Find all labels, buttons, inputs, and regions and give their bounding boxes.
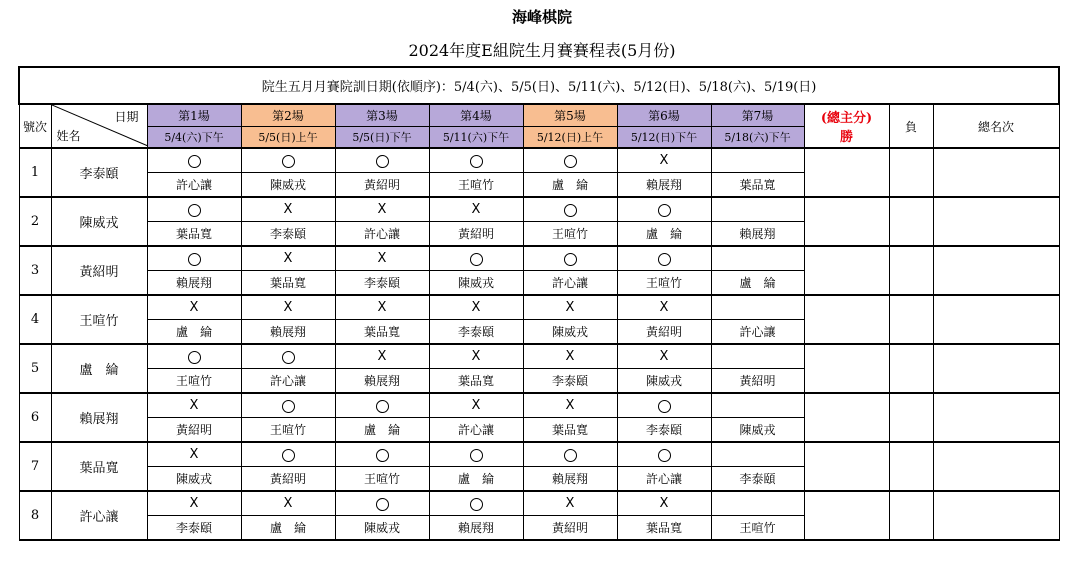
result-x: X: [283, 202, 293, 217]
win-circle-mark: [617, 442, 711, 467]
result-x: X: [189, 398, 199, 413]
result-x: X: [189, 447, 199, 462]
player-num: 8: [19, 491, 51, 540]
circle-icon: [188, 351, 201, 364]
loss-x-mark: [147, 491, 241, 516]
round-date-1: 5/4(六)下午: [147, 127, 241, 149]
player-num: 6: [19, 393, 51, 442]
loss-x-mark: [617, 491, 711, 516]
opponent-name: 盧 綸: [617, 222, 711, 247]
page-title: 海峰棋院: [511, 8, 572, 26]
round-label-7: 第7場: [711, 104, 804, 127]
score-cell: [804, 344, 889, 393]
opponent-name: 李泰頤: [241, 222, 335, 247]
result-empty: [711, 442, 804, 467]
opponent-name: 賴展翔: [335, 369, 429, 394]
circle-icon: [658, 400, 671, 413]
opponent-name: 黃紹明: [523, 516, 617, 541]
opponent-name: 葉品寬: [617, 516, 711, 541]
win-circle-mark: [147, 197, 241, 222]
circle-icon: [376, 449, 389, 462]
opponent-name: 黃紹明: [617, 320, 711, 345]
circle-icon: [376, 400, 389, 413]
opponent-name: 黃紹明: [429, 222, 523, 247]
loss-x-mark: [335, 295, 429, 320]
result-x: X: [189, 496, 199, 511]
result-x: X: [565, 300, 575, 315]
loss-x-mark: [429, 393, 523, 418]
circle-icon: [564, 449, 577, 462]
circle-icon: [470, 449, 483, 462]
result-x: X: [471, 202, 481, 217]
opponent-name: 許心讓: [617, 467, 711, 492]
player-row: [19, 295, 1059, 320]
round-label-3: 第3場: [335, 104, 429, 127]
score-cell: [804, 442, 889, 491]
result-empty: [711, 393, 804, 418]
opponent-name: 葉品寬: [523, 418, 617, 443]
result-empty: [711, 246, 804, 271]
loss-x-mark: [147, 442, 241, 467]
result-x: X: [471, 300, 481, 315]
player-name: 許心讓: [51, 491, 147, 540]
win-circle-mark: [147, 148, 241, 173]
result-empty: [711, 491, 804, 516]
opponent-name: 黃紹明: [711, 369, 804, 394]
result-empty: [711, 344, 804, 369]
opponent-name: 許心讓: [147, 173, 241, 198]
loss-cell: [889, 344, 933, 393]
loss-cell: [889, 246, 933, 295]
loss-x-mark: [241, 491, 335, 516]
circle-icon: [470, 498, 483, 511]
loss-x-mark: [617, 148, 711, 173]
header-total-score-label: (總主分): [820, 111, 873, 126]
win-circle-mark: [523, 442, 617, 467]
opponent-name: 葉品寬: [147, 222, 241, 247]
header-win: 勝: [839, 130, 853, 145]
player-num: 5: [19, 344, 51, 393]
opponent-name: 王喧竹: [429, 173, 523, 198]
win-circle-mark: [335, 393, 429, 418]
result-x: X: [283, 496, 293, 511]
opponent-name: 葉品寬: [335, 320, 429, 345]
opponent-name: 李泰頤: [523, 369, 617, 394]
win-circle-mark: [147, 344, 241, 369]
opponent-name: 王喧竹: [147, 369, 241, 394]
win-circle-mark: [429, 442, 523, 467]
circle-icon: [564, 204, 577, 217]
player-row: [19, 491, 1059, 516]
loss-x-mark: [241, 197, 335, 222]
round-label-1: 第1場: [147, 104, 241, 127]
loss-x-mark: [241, 246, 335, 271]
result-x: X: [377, 202, 387, 217]
schedule-subtitle: 2024年度E組院生月賽賽程表(5月份): [408, 41, 676, 60]
win-circle-mark: [523, 148, 617, 173]
round-date-2: 5/5(日)上午: [241, 127, 335, 149]
loss-cell: [889, 148, 933, 197]
result-x: X: [189, 300, 199, 315]
score-cell: [804, 491, 889, 540]
opponent-name: 賴展翔: [523, 467, 617, 492]
rank-cell: [933, 148, 1059, 197]
opponent-name: 黃紹明: [241, 467, 335, 492]
win-circle-mark: [429, 491, 523, 516]
opponent-name: 許心讓: [429, 418, 523, 443]
opponent-name: 陳威戎: [241, 173, 335, 198]
result-x: X: [659, 349, 669, 364]
loss-x-mark: [523, 295, 617, 320]
opponent-name: 葉品寬: [241, 271, 335, 296]
opponent-name: 盧 綸: [147, 320, 241, 345]
result-x: X: [565, 496, 575, 511]
score-cell: [804, 393, 889, 442]
opponent-name: 陳威戎: [335, 516, 429, 541]
player-num: 7: [19, 442, 51, 491]
header-name: 姓名: [56, 129, 81, 143]
result-x: X: [471, 398, 481, 413]
opponent-name: 賴展翔: [617, 173, 711, 198]
player-name: 王喧竹: [51, 295, 147, 344]
opponent-name: 賴展翔: [429, 516, 523, 541]
win-circle-mark: [241, 393, 335, 418]
result-empty: [711, 197, 804, 222]
result-x: X: [659, 496, 669, 511]
round-date-4: 5/11(六)下午: [429, 127, 523, 149]
result-x: X: [659, 153, 669, 168]
win-circle-mark: [147, 246, 241, 271]
round-label-4: 第4場: [429, 104, 523, 127]
circle-icon: [564, 155, 577, 168]
circle-icon: [658, 253, 671, 266]
circle-icon: [376, 155, 389, 168]
opponent-name: 許心讓: [711, 320, 804, 345]
player-num: 2: [19, 197, 51, 246]
circle-icon: [188, 253, 201, 266]
opponent-name: 陳威戎: [523, 320, 617, 345]
opponent-name: 陳威戎: [147, 467, 241, 492]
circle-icon: [376, 498, 389, 511]
header-date: 日期: [114, 110, 139, 124]
opponent-name: 黃紹明: [335, 173, 429, 198]
player-name: 盧 綸: [51, 344, 147, 393]
win-circle-mark: [241, 344, 335, 369]
round-date-3: 5/5(日)下午: [335, 127, 429, 149]
loss-cell: [889, 442, 933, 491]
win-circle-mark: [617, 393, 711, 418]
round-date-7: 5/18(六)下午: [711, 127, 804, 149]
win-circle-mark: [523, 197, 617, 222]
circle-icon: [282, 155, 295, 168]
loss-x-mark: [429, 344, 523, 369]
opponent-name: 李泰頤: [429, 320, 523, 345]
header-loss: 負: [889, 104, 933, 148]
opponent-name: 李泰頤: [147, 516, 241, 541]
loss-x-mark: [147, 393, 241, 418]
circle-icon: [188, 155, 201, 168]
loss-x-mark: [523, 491, 617, 516]
win-circle-mark: [241, 148, 335, 173]
opponent-name: 王喧竹: [617, 271, 711, 296]
rank-cell: [933, 491, 1059, 540]
rank-cell: [933, 295, 1059, 344]
result-empty: [711, 295, 804, 320]
score-cell: [804, 197, 889, 246]
player-row: [19, 344, 1059, 369]
loss-x-mark: [335, 246, 429, 271]
result-x: X: [283, 300, 293, 315]
rank-cell: [933, 393, 1059, 442]
circle-icon: [658, 449, 671, 462]
opponent-name: 王喧竹: [711, 516, 804, 541]
result-x: X: [283, 251, 293, 266]
round-date-6: 5/12(日)下午: [617, 127, 711, 149]
win-circle-mark: [335, 148, 429, 173]
loss-cell: [889, 295, 933, 344]
opponent-name: 葉品寬: [429, 369, 523, 394]
round-label-5: 第5場: [523, 104, 617, 127]
score-cell: [804, 148, 889, 197]
opponent-name: 盧 綸: [241, 516, 335, 541]
round-date-5: 5/12(日)上午: [523, 127, 617, 149]
loss-x-mark: [523, 344, 617, 369]
player-num: 1: [19, 148, 51, 197]
opponent-name: 陳威戎: [711, 418, 804, 443]
result-x: X: [377, 349, 387, 364]
opponent-name: 許心讓: [335, 222, 429, 247]
schedule-table: [18, 66, 1060, 541]
opponent-name: 王喧竹: [335, 467, 429, 492]
player-name: 賴展翔: [51, 393, 147, 442]
player-name: 葉品寬: [51, 442, 147, 491]
round-label-2: 第2場: [241, 104, 335, 127]
rank-cell: [933, 442, 1059, 491]
result-x: X: [377, 251, 387, 266]
player-row: [19, 246, 1059, 271]
opponent-name: 盧 綸: [429, 467, 523, 492]
opponent-name: 李泰頤: [335, 271, 429, 296]
round-label-6: 第6場: [617, 104, 711, 127]
player-row: [19, 442, 1059, 467]
header-num: 號次: [19, 104, 51, 148]
loss-x-mark: [241, 295, 335, 320]
result-x: X: [377, 300, 387, 315]
result-x: X: [565, 398, 575, 413]
circle-icon: [658, 204, 671, 217]
loss-x-mark: [147, 295, 241, 320]
result-empty: [711, 148, 804, 173]
opponent-name: 李泰頤: [617, 418, 711, 443]
score-cell: [804, 295, 889, 344]
win-circle-mark: [617, 246, 711, 271]
header-rank: 總名次: [933, 104, 1059, 148]
win-circle-mark: [335, 491, 429, 516]
win-circle-mark: [429, 148, 523, 173]
opponent-name: 盧 綸: [711, 271, 804, 296]
opponent-name: 葉品寬: [711, 173, 804, 198]
player-row: [19, 393, 1059, 418]
rank-cell: [933, 246, 1059, 295]
win-circle-mark: [523, 246, 617, 271]
score-cell: [804, 246, 889, 295]
player-name: 黃紹明: [51, 246, 147, 295]
opponent-name: 許心讓: [523, 271, 617, 296]
win-circle-mark: [241, 442, 335, 467]
win-circle-mark: [335, 442, 429, 467]
loss-x-mark: [429, 295, 523, 320]
loss-x-mark: [523, 393, 617, 418]
header-date-name: [51, 104, 147, 148]
header-total-score: [804, 104, 889, 148]
circle-icon: [282, 351, 295, 364]
opponent-name: 賴展翔: [241, 320, 335, 345]
opponent-name: 陳威戎: [429, 271, 523, 296]
loss-x-mark: [617, 295, 711, 320]
opponent-name: 黃紹明: [147, 418, 241, 443]
opponent-name: 盧 綸: [523, 173, 617, 198]
result-x: X: [565, 349, 575, 364]
circle-icon: [282, 400, 295, 413]
player-row: [19, 197, 1059, 222]
circle-icon: [564, 253, 577, 266]
opponent-name: 賴展翔: [711, 222, 804, 247]
rank-cell: [933, 344, 1059, 393]
circle-icon: [282, 449, 295, 462]
opponent-name: 許心讓: [241, 369, 335, 394]
loss-cell: [889, 393, 933, 442]
opponent-name: 李泰頤: [711, 467, 804, 492]
loss-x-mark: [335, 197, 429, 222]
opponent-name: 王喧竹: [523, 222, 617, 247]
rank-cell: [933, 197, 1059, 246]
win-circle-mark: [429, 246, 523, 271]
training-dates-banner: 院生五月月賽院訓日期(依順序)：5/4(六)、5/5(日)、5/11(六)、5/12(日)、5/18(六)、5/19(日): [19, 67, 1059, 104]
opponent-name: 王喧竹: [241, 418, 335, 443]
player-num: 3: [19, 246, 51, 295]
loss-x-mark: [617, 344, 711, 369]
opponent-name: 盧 綸: [335, 418, 429, 443]
loss-cell: [889, 197, 933, 246]
circle-icon: [470, 155, 483, 168]
player-name: 李泰頤: [51, 148, 147, 197]
win-circle-mark: [617, 197, 711, 222]
player-name: 陳威戎: [51, 197, 147, 246]
circle-icon: [470, 253, 483, 266]
opponent-name: 陳威戎: [617, 369, 711, 394]
loss-x-mark: [335, 344, 429, 369]
loss-cell: [889, 491, 933, 540]
result-x: X: [659, 300, 669, 315]
opponent-name: 賴展翔: [147, 271, 241, 296]
loss-x-mark: [429, 197, 523, 222]
player-num: 4: [19, 295, 51, 344]
player-row: [19, 148, 1059, 173]
circle-icon: [188, 204, 201, 217]
result-x: X: [471, 349, 481, 364]
